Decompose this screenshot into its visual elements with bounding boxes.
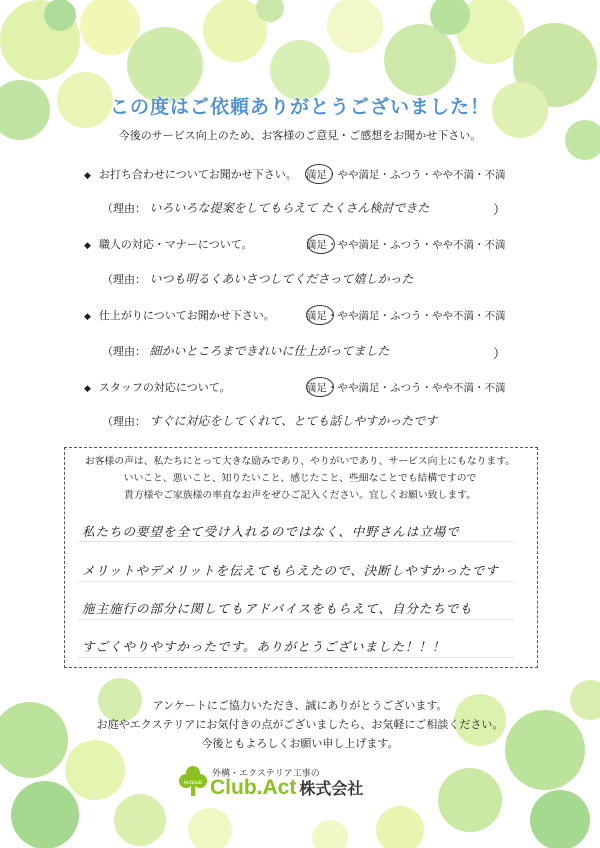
- comment-intro-3: 貴方様やご家族様の率直なお声をぜひご記入ください。宜しくお願い致します。: [124, 490, 476, 501]
- reason-close-paren: ）: [493, 203, 507, 218]
- page-title: この度はご依頼ありがとうございました！: [109, 96, 490, 118]
- rating-scale-3: 満足・やや満足・ふつう・やや不満・不満: [306, 310, 506, 322]
- footer-line-2: お庭やエクステリアにお気付きの点がございましたら、お気軽にご相談ください。: [96, 718, 504, 731]
- handwritten-comment-4: すごくやりやすかったです。ありがとうございました！！！: [82, 639, 446, 654]
- rating-scale-4: 満足・やや満足・ふつう・やや不満・不満: [306, 382, 506, 394]
- footer-line-1: アンケートにご協力いただき、誠にありがとうございます。: [152, 699, 448, 712]
- club-act-logo-icon: [178, 764, 208, 798]
- reason-2: [102, 270, 414, 287]
- reason-2-answer: いつも明るくあいさつしてくださって嬉しかった: [149, 272, 414, 286]
- question-1-label: お打ち合わせについてお聞かせ下さい。: [98, 168, 297, 181]
- reason-4: [102, 412, 437, 429]
- handwritten-comment-2: メリットやデメリットを伝えてもらえたので、決断しやすかったです: [82, 563, 499, 578]
- diamond-bullet-icon: ◆: [84, 312, 91, 322]
- reason-label: （理由：: [102, 345, 146, 358]
- diamond-bullet-icon: ◆: [84, 241, 91, 251]
- question-4-label: スタッフの対応について。: [98, 381, 231, 394]
- reason-label: （理由：: [102, 202, 146, 215]
- question-1: [84, 166, 297, 182]
- reason-3-answer: 細かいところまできれいに仕上がってました: [149, 344, 390, 358]
- reason-1-answer: いろいろな提案をしてもらえて たくさん検討できた: [149, 201, 430, 215]
- comment-intro-2: いいこと、悪いこと、知りたいこと、感じたこと、些細なことでも結構ですので: [123, 473, 477, 484]
- question-4: [84, 379, 230, 395]
- logo-suffix: 株式会社: [299, 781, 364, 798]
- page-subtitle: 今後のサービス向上のため、お客様のご意見・ご感想をお聞かせ下さい。: [118, 129, 482, 142]
- question-2: [84, 236, 252, 252]
- reason-3: [102, 342, 390, 359]
- rating-scale-1: 満足・やや満足・ふつう・やや不満・不満: [306, 169, 506, 181]
- reason-close-paren: ）: [493, 347, 507, 362]
- question-2-label: 職人の対応・マナーについて。: [98, 238, 253, 251]
- question-3: [84, 307, 275, 323]
- logo-icon-text: Actclub: [183, 780, 203, 786]
- question-3-label: 仕上がりについてお聞かせ下さい。: [98, 309, 275, 322]
- diamond-bullet-icon: ◆: [84, 171, 91, 181]
- reason-label: （理由：: [102, 273, 146, 286]
- reason-1: [102, 199, 429, 216]
- comment-intro-1: お客様の声は、私たちにとって大きな励みであり、やりがいであり、サービス向上にもなります。: [84, 456, 516, 467]
- reason-label: （理由：: [102, 415, 146, 428]
- logo-brand: Club.Act: [210, 776, 297, 799]
- reason-4-answer: すぐに対応をしてくれて、とても話しやすかったです: [149, 414, 438, 428]
- logo-name: [210, 776, 363, 800]
- handwritten-comment-3: 施主施行の部分に関してもアドバイスをもらえて、自分たちでも: [82, 601, 473, 616]
- handwritten-comment-1: 私たちの要望を全て受け入れるのではなく、中野さんは立場で: [82, 524, 460, 539]
- footer-line-3: 今後ともよろしくお願い申し上げます。: [201, 737, 399, 750]
- logo-tagline: 外構・エクステリア工事の: [212, 769, 320, 779]
- rating-scale-2: 満足・やや満足・ふつう・やや不満・不満: [306, 239, 506, 251]
- diamond-bullet-icon: ◆: [84, 384, 91, 394]
